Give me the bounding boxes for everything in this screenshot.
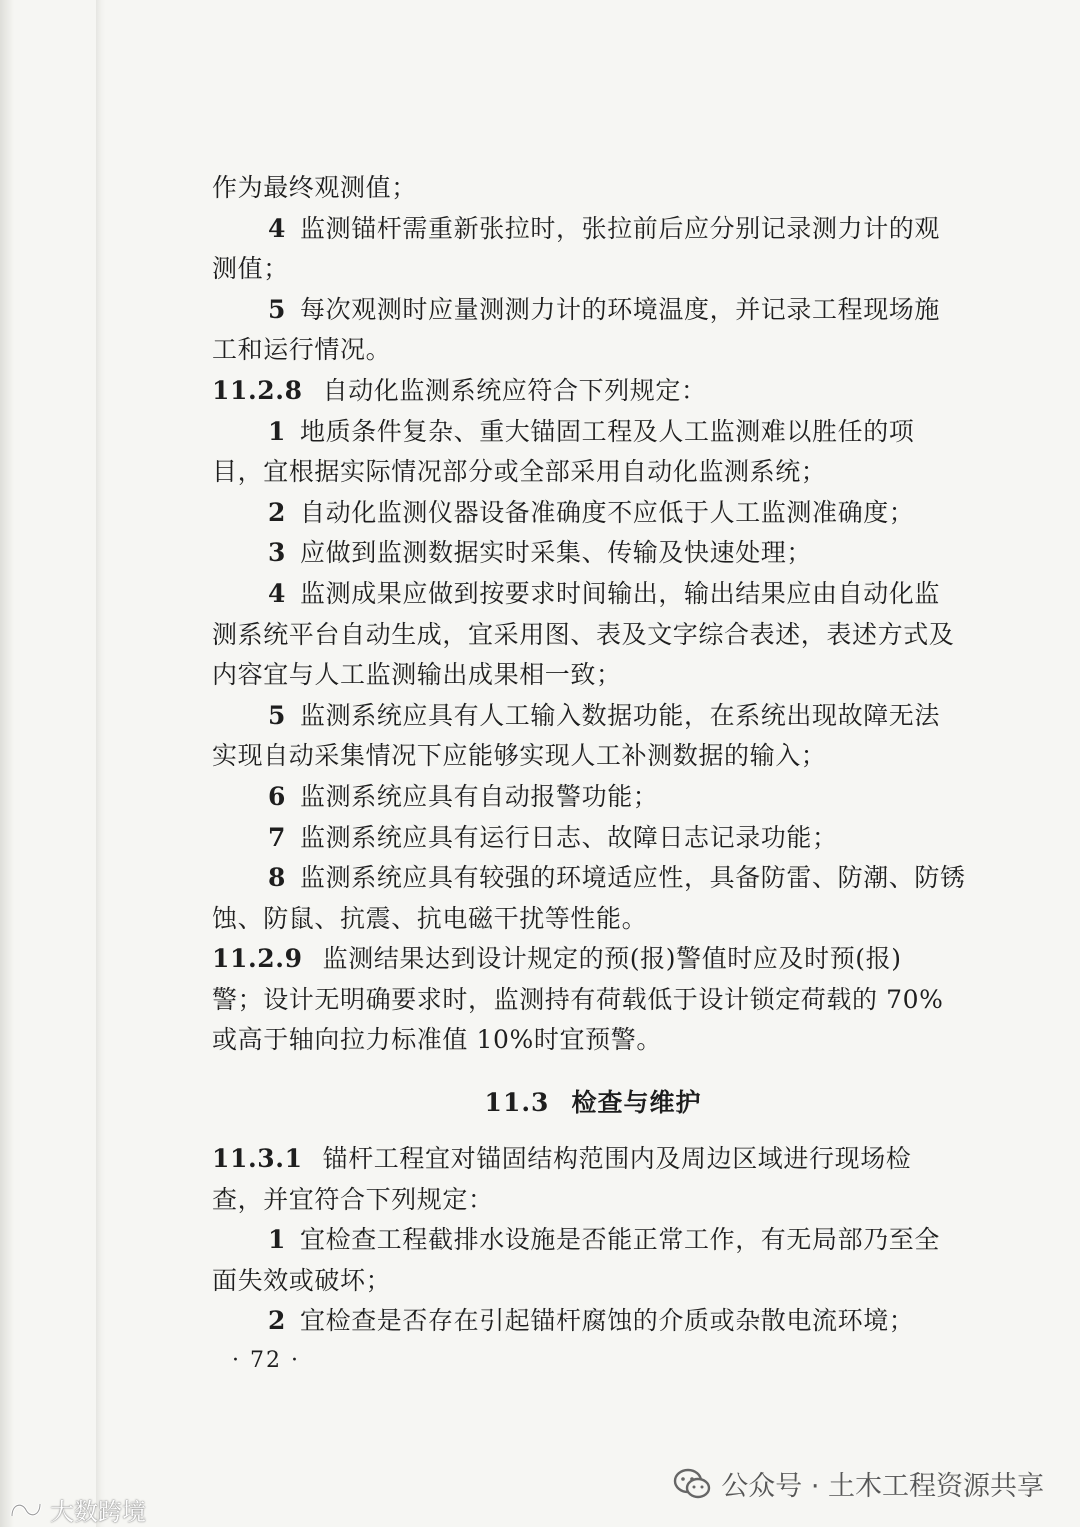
text-line: 警；设计无明确要求时，监测持有荷载低于设计锁定荷载的 70% <box>212 984 944 1014</box>
clause-11-2-8: 11.2.8 自动化监测系统应符合下列规定： <box>212 375 707 405</box>
logo-icon <box>8 1498 44 1522</box>
corner-logo <box>8 1492 146 1527</box>
text-line: 目，宜根据实际情况部分或全部采用自动化监测系统； <box>212 457 827 487</box>
text-line: 测系统平台自动生成，宜采用图、表及文字综合表述，表述方式及 <box>212 619 955 649</box>
list-item: 8 监测系统应具有较强的环境适应性，具备防雷、防潮、防锈 <box>268 863 966 893</box>
section-heading: 11.3 检查与维护 <box>484 1088 702 1118</box>
text-line: 或高于轴向拉力标准值 10%时宜预警。 <box>212 1025 662 1055</box>
wechat-icon <box>673 1468 711 1500</box>
page-number: · 72 · <box>232 1348 300 1373</box>
list-item: 2 自动化监测仪器设备准确度不应低于人工监测准确度； <box>268 497 915 527</box>
list-item: 3 应做到监测数据实时采集、传输及快速处理； <box>268 538 813 568</box>
text-line: 工和运行情况。 <box>212 335 392 365</box>
clause-11-2-9: 11.2.9 监测结果达到设计规定的预(报)警值时应及时预(报) <box>212 944 902 974</box>
list-item: 7 监测系统应具有运行日志、故障日志记录功能； <box>268 822 838 852</box>
list-item: 2 宜检查是否存在引起锚杆腐蚀的介质或杂散电流环境； <box>268 1306 915 1336</box>
scan-left-shadow <box>0 0 14 1527</box>
text-line: 查，并宜符合下列规定： <box>212 1184 494 1214</box>
list-item: 6 监测系统应具有自动报警功能； <box>268 781 659 811</box>
logo-text: 大数跨境 <box>50 1498 146 1526</box>
list-item: 4 监测成果应做到按要求时间输出，输出结果应由自动化监 <box>268 578 941 608</box>
watermark-text: 公众号 · 土木工程资源共享 <box>721 1471 1044 1502</box>
text-line: 内容宜与人工监测输出成果相一致； <box>212 660 622 690</box>
clause-11-3-1: 11.3.1 锚杆工程宜对锚固结构范围内及周边区域进行现场检 <box>212 1144 912 1174</box>
text-line: 作为最终观测值； <box>212 173 417 202</box>
list-item: 5 每次观测时应量测测力计的环境温度，并记录工程现场施 <box>268 294 941 324</box>
list-item: 4 监测锚杆需重新张拉时，张拉前后应分别记录测力计的观 <box>268 213 941 243</box>
text-line: 蚀、防鼠、抗震、抗电磁干扰等性能。 <box>212 903 648 933</box>
wechat-watermark <box>673 1464 1044 1503</box>
list-item: 1 宜检查工程截排水设施是否能正常工作，有无局部乃至全 <box>268 1225 941 1255</box>
text-line: 实现自动采集情况下应能够实现人工补测数据的输入； <box>212 741 827 771</box>
page-binding-edge <box>96 0 106 1527</box>
list-item: 1 地质条件复杂、重大锚固工程及人工监测难以胜任的项 <box>268 416 915 446</box>
text-line: 面失效或破坏； <box>212 1265 392 1295</box>
text-line: 测值； <box>212 254 289 284</box>
document-body <box>212 168 974 1342</box>
list-item: 5 监测系统应具有人工输入数据功能，在系统出现故障无法 <box>268 700 941 730</box>
